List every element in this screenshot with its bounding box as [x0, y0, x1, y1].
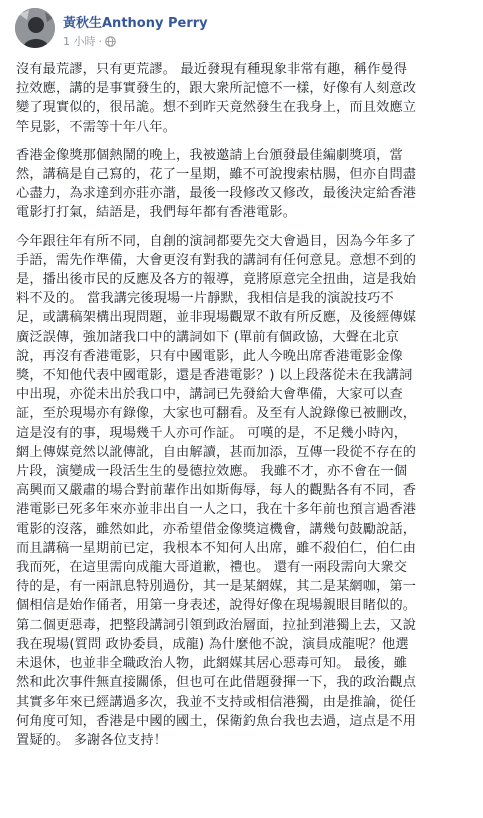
paragraph-line: 証，至於現場亦有錄像，大家也可翻看。及至有人說錄像已被刪改， [16, 406, 417, 422]
paragraph-line: 然和此次事件無直接關係，但也可在此借題發揮一下，我的政治觀点 [16, 675, 417, 691]
avatar-photo-icon [15, 8, 55, 48]
paragraph-line: 手語，需先作準備，大會更沒有對我的講詞有任何意見。意想不到的 [16, 252, 417, 268]
paragraph-line: 足，或講稿架構出現問題，並非現場觀眾不敢有所反應，及後經傳媒 [16, 310, 417, 326]
paragraph-line: 變了現實似的，很吊詭。想不到昨天竟然發生在我身上，而且效應立 [16, 100, 417, 116]
paragraph-line: 港電影已死多年來亦並非出自一人之口，我在十多年前也預言過香港 [16, 502, 417, 518]
paragraph-line: 其實多年來已經講過多次，我並不支持或相信港獨，由是推論，從任 [16, 694, 417, 710]
paragraph-line: 何角度可知，香港是中國的國土，保衛釣魚台我也去過，這点是不用 [16, 713, 417, 729]
paragraph-line: 獎，不知他代表中國電影，還是香港電影？) 以上段落從未在我講詞 [16, 368, 413, 384]
paragraph-line: 我而死，在這里需向成龍大哥道歉，禮也。 還有一兩段需向大衆交 [16, 560, 408, 576]
paragraph-line: 竿見影，不需等十年八年。 [16, 119, 177, 135]
paragraph-line: 我在現場(質問 政协委員，成龍) 為什麼他不說，演員成龍呢？他選 [16, 636, 409, 652]
post-paragraph [16, 146, 472, 223]
post-timestamp[interactable]: 1 小時 [63, 35, 96, 48]
paragraph-line: 說，再沒有香港電影，只有中國電影，此人今晚出席香港電影金像 [16, 348, 403, 364]
paragraph-line: 今年跟往年有所不同，自創的演詞都要先交大會過目，因為今年多了 [16, 233, 417, 249]
paragraph-line: 電影的沒落，雖然如此，亦希望借金像獎這機會，講幾句鼓勵說話， [16, 521, 417, 537]
paragraph-line: 中出現，亦從未出於我口中，講詞已先發給大會準備，大家可以查 [16, 387, 403, 403]
meta-separator: · [98, 34, 102, 48]
paragraph-line: 香港金像獎那個熱鬧的晚上，我被邀請上台頒發最佳編劇獎項，當 [16, 147, 403, 163]
paragraph-line: 心盡力，為求達到亦莊亦諧，最後一段修改又修改，最後決定給香港 [16, 186, 417, 202]
paragraph-line: 待的是，有一兩訊息特別過份，其一是某網媒，其二是某網咖，第一 [16, 579, 417, 595]
globe-icon[interactable] [105, 36, 116, 47]
paragraph-line: 廣泛誤傳，強加諸我口中的講詞如下 (單前有個政協，大聲在北京 [16, 329, 400, 345]
paragraph-line: 而且講稿一星期前已定，我根本不知何人出席，雖不殺伯仁，伯仁由 [16, 540, 417, 556]
paragraph-line: 置疑的。 多謝各位支持！ [16, 732, 168, 748]
post-paragraph [16, 232, 472, 750]
paragraph-line: 然，講稿是自己寫的，花了一星期，雖不可說搜索枯腸，但亦自問盡 [16, 167, 417, 183]
paragraph-line: 個相信是始作俑者，用第一身表述，說得好像在現場親眼目睹似的。 [16, 598, 417, 614]
author-avatar[interactable] [15, 8, 55, 48]
paragraph-line: 片段，演變成一段活生生的曼德拉效應。 我雖不才，亦不會在一個 [16, 464, 408, 480]
paragraph-line: 高興而又嚴肅的場合對前輩作出如斯侮辱，每人的觀點各有不同，香 [16, 483, 417, 499]
paragraph-line: 是，播出後市民的反應及各方的報導，竟將原意完全扭曲，這是我始 [16, 272, 417, 288]
paragraph-line: 沒有最荒謬，只有更荒謬。 最近發現有種現象非常有趣，稱作曼得 [16, 62, 408, 77]
post-meta [63, 33, 116, 49]
post-header [15, 6, 475, 54]
post-paragraph [16, 60, 472, 137]
paragraph-line: 未退休，也並非全職政治人物，此網媒其居心惡毒可知。 最後，雖 [16, 656, 408, 672]
paragraph-line: 料不及的。 當我講完後現場一片靜默，我相信是我的演說技巧不 [16, 291, 394, 307]
paragraph-line: 網上傳媒竟然以訛傳訛，自由解讀，甚而加添，互傳一段從不存在的 [16, 444, 417, 460]
paragraph-line: 第二個更惡毒，把整段講詞引領到政治層面，拉扯到港獨上去，又說 [16, 617, 417, 633]
paragraph-line: 拉效應，講的是事實發生的，跟大衆所記憶不一樣，好像有人刻意改 [16, 81, 417, 97]
author-name[interactable]: 黃秋生Anthony Perry [63, 16, 208, 31]
paragraph-line: 這是沒有的事，現場幾千人亦可作証。 可嘆的是，不足幾小時內， [16, 425, 408, 441]
paragraph-line: 電影打打氣，結語是，我們每年都有香港電影。 [16, 205, 297, 221]
post-body [16, 60, 472, 759]
